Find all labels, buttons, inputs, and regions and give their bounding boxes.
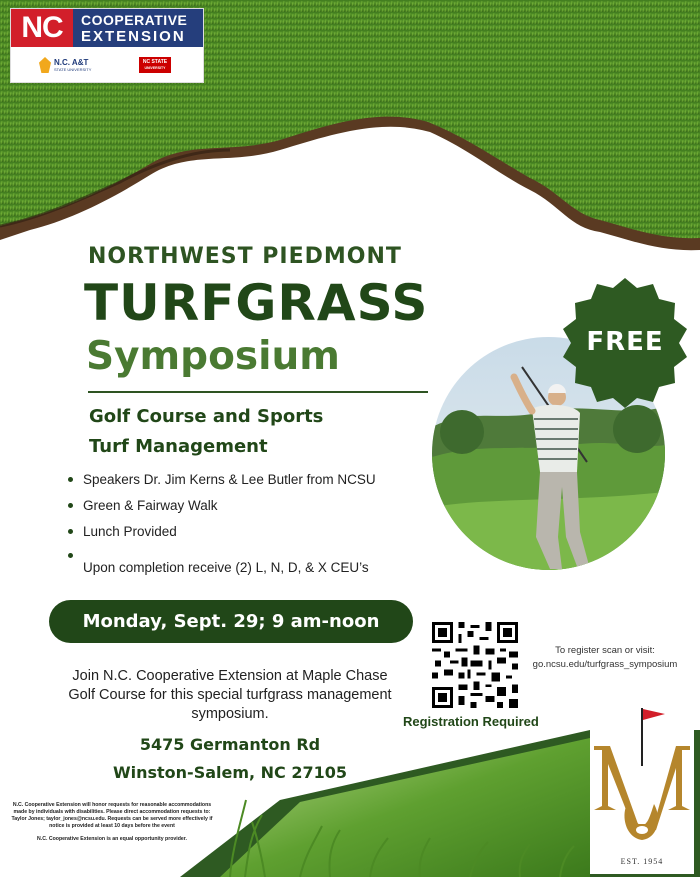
- maple-chase-est: EST. 1954: [620, 857, 664, 866]
- focus-line1: Golf Course and Sports: [89, 406, 324, 427]
- aggie-icon: [39, 57, 51, 73]
- extension-text: EXTENSION: [81, 28, 186, 45]
- cooperative-text: COOPERATIVE: [81, 12, 188, 28]
- feature-list: [67, 470, 376, 578]
- region-heading: NORTHWEST PIEDMONT: [88, 244, 402, 269]
- registration-info: [520, 644, 690, 672]
- accommodation-notice: [6, 802, 218, 843]
- event-date: Monday, Sept. 29; 9 am-noon: [49, 600, 413, 643]
- registration-qr-code[interactable]: [432, 622, 518, 708]
- subtitle-heading: Symposium: [86, 334, 340, 379]
- title-heading: TURFGRASS: [84, 274, 429, 332]
- focus-line2: Turf Management: [89, 436, 268, 457]
- accommodation-text: N.C. Cooperative Extension will honor requests for reasonable accommodations made by individuals with disabilities. Please direct accommodation requests to: Taylor Jones; taylor_jones@ncsu.edu. Requests can be served more effectively if notice is provided at least 10 days before the event: [11, 802, 213, 829]
- nc-cooperative-extension-logo: [11, 9, 203, 82]
- nc-initials: NC: [11, 9, 73, 47]
- ncstate-logo: [139, 57, 171, 73]
- ncstate-line2: UNIVERSITY: [144, 66, 166, 70]
- city-address: Winston-Salem, NC 27105: [112, 763, 348, 782]
- cooperative-extension-wordmark: [73, 9, 203, 47]
- list-item: Lunch Provided: [67, 522, 376, 548]
- ncat-logo: [39, 57, 91, 73]
- ncstate-line1: NC STATE: [142, 59, 168, 65]
- list-item: Green & Fairway Walk: [67, 496, 376, 522]
- ncat-sub: STATE UNIVERSITY: [54, 66, 92, 72]
- maple-chase-logo: [590, 706, 694, 874]
- register-prompt: To register scan or visit:: [555, 645, 655, 656]
- free-label: FREE: [586, 327, 664, 357]
- event-description: Join N.C. Cooperative Extension at Maple Chase Golf Course for this special turfgrass management symposium.: [68, 668, 392, 722]
- list-item: Speakers Dr. Jim Kerns & Lee Butler from NCSU: [67, 470, 376, 496]
- registration-required: Registration Required: [403, 714, 539, 729]
- equal-opportunity-text: N.C. Cooperative Extension is an equal opportunity provider.: [37, 836, 187, 842]
- register-url[interactable]: go.ncsu.edu/turfgrass_symposium: [532, 659, 678, 670]
- divider: [88, 391, 428, 393]
- list-item: Upon completion receive (2) L, N, D, & X CEU’s: [67, 548, 376, 578]
- focus-heading: [89, 402, 323, 462]
- ncat-name: N.C. A&T: [54, 57, 89, 67]
- street-address: 5475 Germanton Rd: [139, 735, 321, 754]
